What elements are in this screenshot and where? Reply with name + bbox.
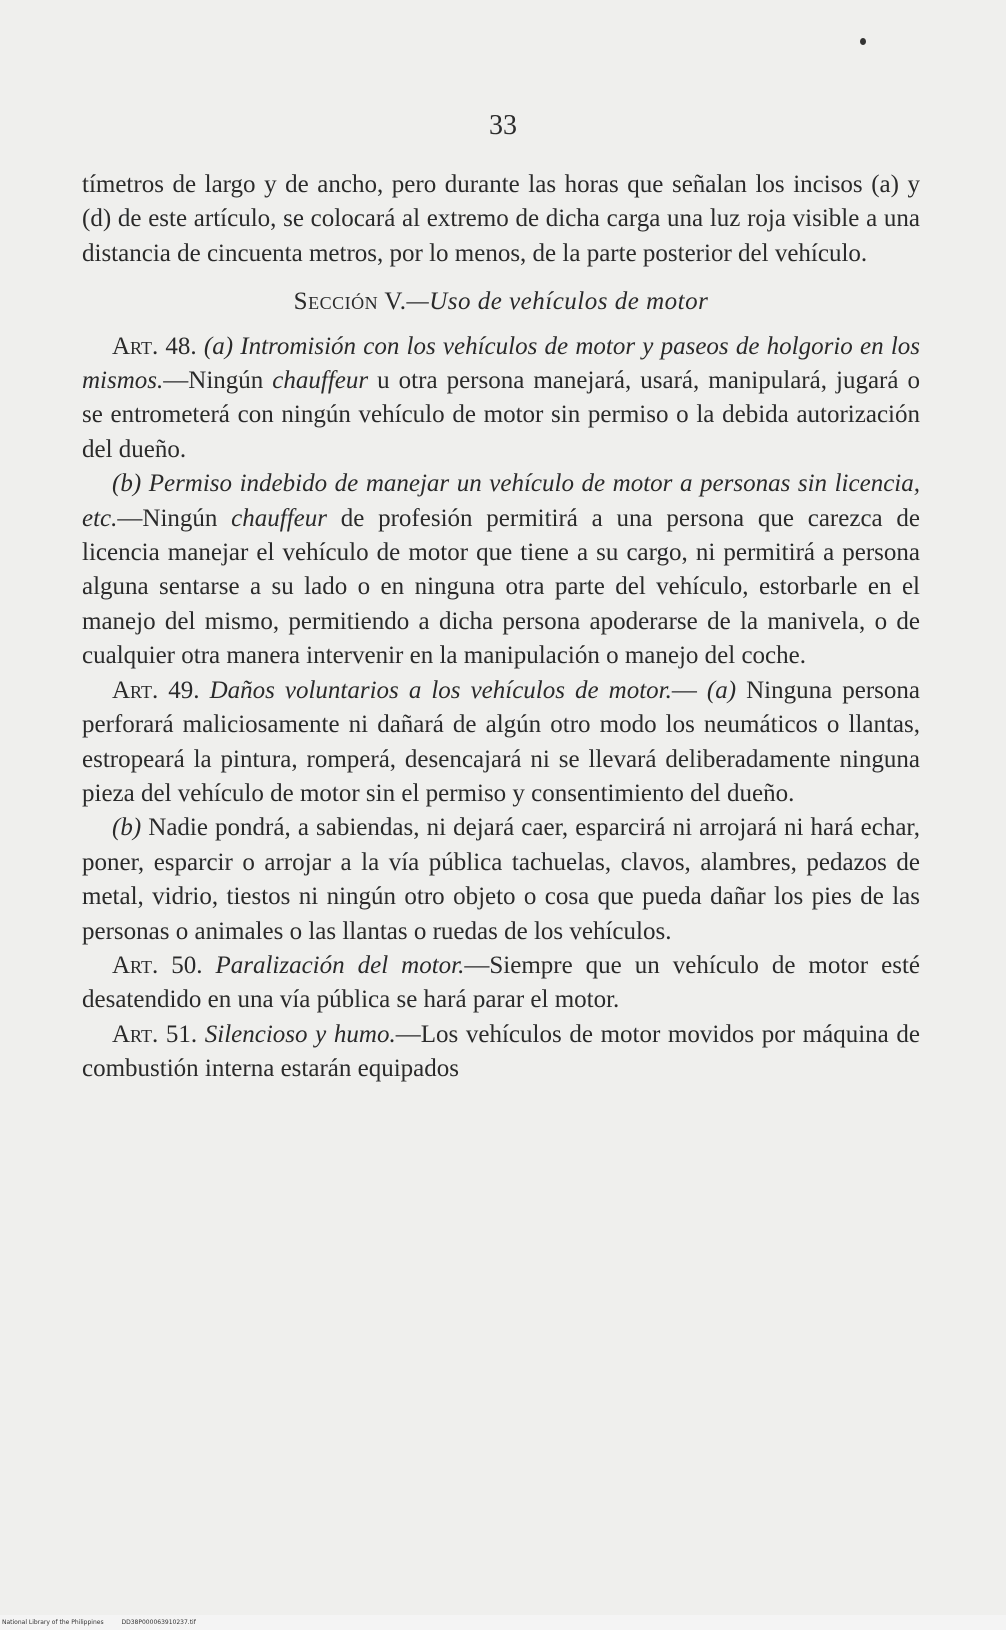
footer-library: National Library of the Philippines — [2, 1619, 104, 1626]
article-49: Art. 49. Daños voluntarios a los vehículos de motor.— (a) Ninguna persona perforará maliciosamente ni dañará de algún otro modo los neumáticos o llantas, estropeará la pintura, romperá, desencajará ni se llevará deliberadamente ninguna pieza del vehículo de motor sin el permiso y consentimiento del dueño. — [82, 676, 921, 807]
article-label: Art. 51. — [112, 1020, 198, 1048]
article-48a: Art. 48. (a) Intromisión con los vehículos de motor y paseos de holgorio en los mismos.—Ningún chauffeur u otra persona manejará, usará, manipulará, jugará o se entrometerá con ningún vehículo de motor sin permiso o la debida autorización del dueño. — [82, 332, 920, 463]
footer-code: DD38P000063910237.tif — [121, 1619, 196, 1626]
scan-speck — [860, 38, 866, 45]
foreign-word: chauffeur — [272, 367, 369, 395]
clause-label: (a) — [706, 676, 737, 704]
article-51: Art. 51. Silencioso y humo.—Los vehículos de motor movidos por máquina de combustión interna estarán equipados — [82, 1020, 920, 1083]
article-heading: Silencioso y humo. — [204, 1020, 396, 1048]
clause-label: (b) — [112, 814, 142, 842]
section-title: —Uso de vehículos de motor — [406, 288, 709, 316]
article-heading: Paralización del motor. — [215, 951, 465, 979]
section-label: Sección V. — [293, 288, 407, 316]
article-48b: (b) Permiso indebido de manejar un vehículo de motor a personas sin licencia, etc.—Ningún chauffeur de profesión permitirá a una persona que carezca de licencia manejar el vehículo de motor que tiene a su cargo, ni permitirá a persona alguna sentarse a su lado o en ninguna otra parte del vehículo, estorbarle en el manejo del mismo, permitiendo a dicha persona apoderarse de la manivela, o de cualquier otra manera intervenir en la manipulación o manejo del coche. — [82, 470, 920, 670]
article-heading: (b) Permiso indebido de manejar un vehículo de motor a personas sin licencia, etc. — [82, 470, 920, 532]
article-50: Art. 50. Paralización del motor.—Siempre que un vehículo de motor esté desatendido en una vía pública se hará parar el motor. — [82, 951, 920, 1014]
foreign-word: chauffeur — [231, 504, 327, 532]
article-49b: (b) Nadie pondrá, a sabiendas, ni dejará caer, esparcirá ni arrojará ni hará echar, poner, esparcir o arrojar a la vía pública tachuelas, clavos, alambres, pedazos de metal, vidrio, tiestos ni ningún otro objeto o cosa que pueda dañar los pies de las personas o animales o las llantas o ruedas de los vehículos. — [82, 814, 920, 945]
scan-footer — [0, 1615, 1006, 1630]
article-heading: Daños voluntarios a los vehículos de motor. — [209, 676, 672, 704]
article-label: Art. 49. — [112, 676, 200, 704]
article-label: Art. 50. — [112, 951, 203, 979]
paragraph-continuation: tímetros de largo y de ancho, pero durante las horas que señalan los incisos (a) y (d) de este artículo, se colocará al extremo de dicha carga una luz roja visible a una distancia de cincuenta metros, por lo menos, de la parte posterior del vehículo. — [82, 171, 920, 267]
article-heading: (a) Intromisión con los vehículos de motor y paseos de holgorio en los mismos. — [82, 332, 920, 395]
page-number: 33 — [489, 110, 517, 141]
body-text — [82, 168, 920, 1087]
section-heading — [82, 285, 920, 319]
article-label: Art. 48. — [112, 332, 197, 360]
